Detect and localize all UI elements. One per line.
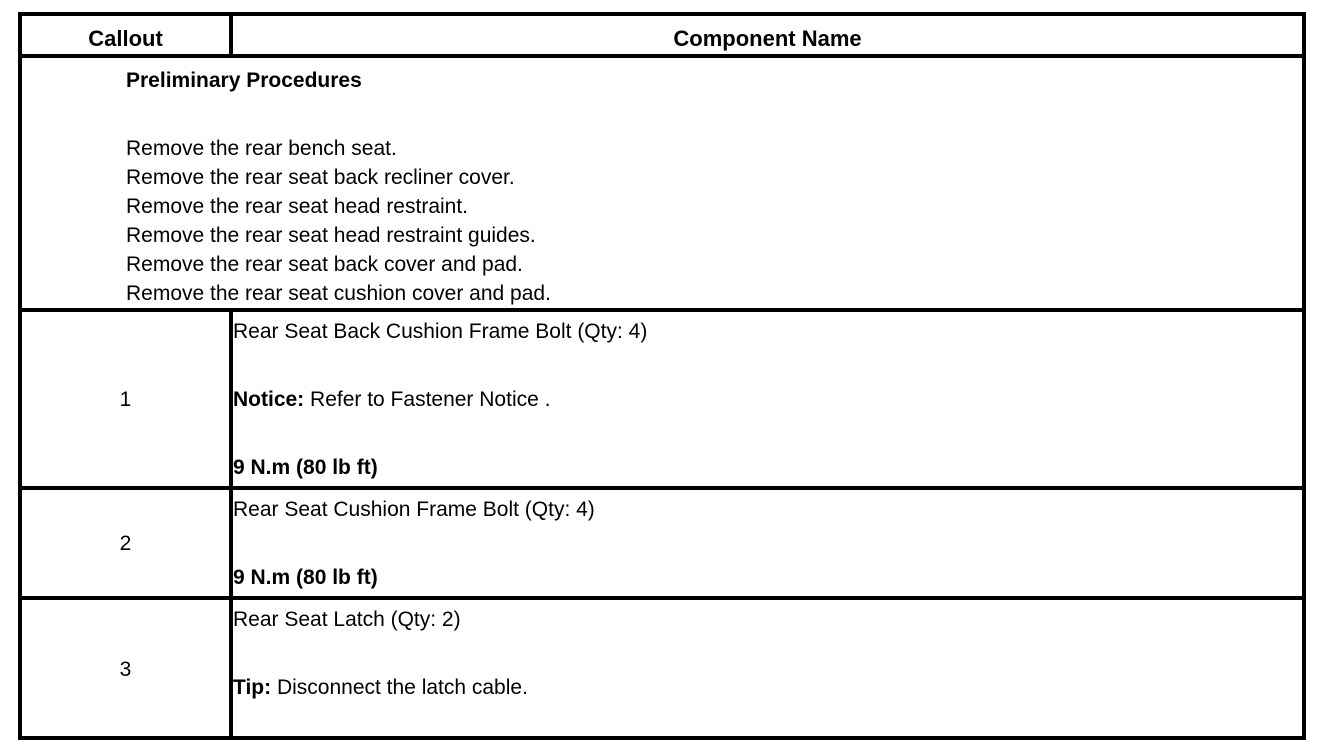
tip-text: Disconnect the latch cable. [271, 676, 528, 699]
callout-column-header: Callout [88, 26, 163, 51]
preliminary-step: Remove the rear seat head restraint. [126, 195, 469, 218]
component-table [18, 12, 1306, 740]
preliminary-step: Remove the rear seat head restraint guides. [126, 224, 536, 247]
preliminary-step: Remove the rear seat back recliner cover. [126, 166, 515, 189]
tip-label: Tip: [233, 676, 272, 699]
table-row [22, 600, 1302, 736]
table-row [22, 312, 1302, 486]
torque-spec: 9 N.m (80 lb ft) [233, 456, 378, 479]
component-name: Rear Seat Cushion Frame Bolt (Qty: 4) [233, 498, 595, 521]
header-column-divider [229, 16, 233, 54]
preliminary-procedures-list [126, 134, 551, 308]
component-name-column-header: Component Name [673, 26, 862, 51]
preliminary-step: Remove the rear bench seat. [126, 137, 397, 160]
callout-number: 3 [119, 658, 132, 681]
preliminary-step: Remove the rear seat back cover and pad. [126, 253, 523, 276]
notice-label: Notice: [233, 388, 305, 411]
preliminary-procedures-section [22, 58, 1302, 308]
table-row [22, 490, 1302, 596]
column-divider [229, 308, 233, 736]
notice-text: Refer to Fastener Notice . [304, 388, 551, 411]
torque-spec: 9 N.m (80 lb ft) [233, 566, 378, 589]
tip-line [233, 676, 528, 700]
callout-number: 2 [119, 532, 132, 555]
notice-line [233, 388, 550, 412]
callout-number: 1 [119, 388, 132, 411]
component-name: Rear Seat Latch (Qty: 2) [233, 608, 461, 631]
preliminary-step: Remove the rear seat cushion cover and pad. [126, 282, 551, 305]
preliminary-procedures-title: Preliminary Procedures [126, 69, 362, 92]
component-name: Rear Seat Back Cushion Frame Bolt (Qty: 4) [233, 320, 648, 343]
